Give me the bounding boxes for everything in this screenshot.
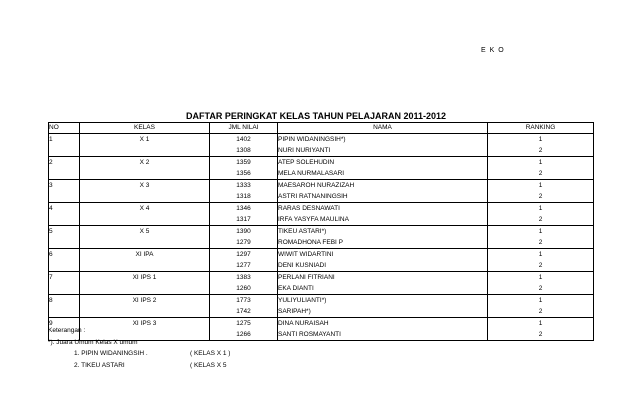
cell-ranking: 1 — [488, 203, 594, 215]
note-item-kelas: ( KELAS X 1 ) — [190, 350, 231, 357]
cell-kelas: XI IPS 1 — [80, 272, 210, 284]
cell-ranking: 1 — [488, 134, 594, 146]
cell-ranking: 1 — [488, 295, 594, 307]
cell-no: 3 — [49, 180, 80, 192]
cell-ranking: 1 — [488, 249, 594, 261]
cell-nama: WIWIT WIDARTINI — [278, 249, 488, 261]
cell-ranking: 2 — [488, 237, 594, 249]
cell-no: 6 — [49, 249, 80, 261]
cell-ranking: 1 — [488, 180, 594, 192]
cell-ranking: 1 — [488, 226, 594, 238]
note-item — [48, 360, 227, 372]
ranking-table — [48, 122, 594, 341]
cell-no: 9 — [49, 318, 80, 330]
cell-nilai: 1346 — [210, 203, 278, 215]
cell-kelas — [80, 214, 210, 226]
cell-nama: RARAS DESNAWATI — [278, 203, 488, 215]
cell-nilai: 1390 — [210, 226, 278, 238]
cell-ranking: 2 — [488, 145, 594, 157]
cell-no — [49, 168, 80, 180]
table-row — [49, 249, 594, 261]
cell-no: 7 — [49, 272, 80, 284]
cell-kelas — [80, 237, 210, 249]
table-row — [49, 226, 594, 238]
cell-nilai: 1308 — [210, 145, 278, 157]
cell-ranking: 2 — [488, 214, 594, 226]
cell-nilai: 1317 — [210, 214, 278, 226]
table-row — [49, 260, 594, 272]
column-header-no: NO — [49, 123, 80, 134]
cell-kelas: X 4 — [80, 203, 210, 215]
cell-ranking: 1 — [488, 272, 594, 284]
table-row — [49, 180, 594, 192]
table-row — [49, 134, 594, 146]
table-body — [49, 134, 594, 341]
cell-no: 4 — [49, 203, 80, 215]
cell-nama: YULIYULIANTI*) — [278, 295, 488, 307]
column-header-nama: NAMA — [278, 123, 488, 134]
cell-kelas — [80, 191, 210, 203]
cell-kelas: X 5 — [80, 226, 210, 238]
cell-kelas — [80, 168, 210, 180]
cell-nama: TIKEU ASTARI*) — [278, 226, 488, 238]
note-item-kelas: ( KELAS X 5 — [190, 361, 227, 369]
cell-nama: NURI NURIYANTI — [278, 145, 488, 157]
cell-nama: MELA NURMALASARI — [278, 168, 488, 180]
cell-ranking: 2 — [488, 191, 594, 203]
cell-no — [49, 145, 80, 157]
cell-nilai: 1266 — [210, 329, 278, 341]
cell-nama: SARIPAH*) — [278, 306, 488, 318]
table-row — [49, 157, 594, 169]
table-row — [49, 145, 594, 157]
cell-no: 5 — [49, 226, 80, 238]
cell-kelas — [80, 283, 210, 295]
cell-nama: PERLANI FITRIANI — [278, 272, 488, 284]
cell-nilai: 1773 — [210, 295, 278, 307]
cell-nilai: 1260 — [210, 283, 278, 295]
table-row — [49, 272, 594, 284]
cell-no — [49, 237, 80, 249]
cell-kelas: X 1 — [80, 134, 210, 146]
cell-ranking: 1 — [488, 157, 594, 169]
table-row — [49, 295, 594, 307]
note-item-name: 2. TIKEU ASTARI — [74, 361, 125, 369]
cell-no — [49, 260, 80, 272]
cell-nilai: 1402 — [210, 134, 278, 146]
cell-kelas — [80, 306, 210, 318]
cell-nilai: 1279 — [210, 237, 278, 249]
table-row — [49, 191, 594, 203]
note-item — [48, 348, 231, 360]
cell-ranking: 2 — [488, 168, 594, 180]
cell-no: 8 — [49, 295, 80, 307]
cell-nama: ATEP SOLEHUDIN — [278, 157, 488, 169]
cell-nilai: 1297 — [210, 249, 278, 261]
cell-ranking: 1 — [488, 318, 594, 330]
cell-kelas: XI IPS 3 — [80, 318, 210, 330]
cell-kelas: XI IPS 2 — [80, 295, 210, 307]
cell-nama: SANTI ROSMAYANTI — [278, 329, 488, 341]
author-label: E K O — [481, 47, 505, 54]
cell-no — [49, 191, 80, 203]
table-header-row — [49, 123, 594, 134]
cell-kelas: X 2 — [80, 157, 210, 169]
cell-ranking: 2 — [488, 306, 594, 318]
cell-kelas — [80, 145, 210, 157]
note-item-name: 1. PIPIN WIDANINGSIH . — [74, 350, 148, 357]
cell-nama: MAESAROH NURAZIZAH — [278, 180, 488, 192]
cell-nilai: 1318 — [210, 191, 278, 203]
cell-nilai: 1275 — [210, 318, 278, 330]
cell-no — [49, 306, 80, 318]
cell-kelas — [80, 260, 210, 272]
cell-nama: DENI KUSNIADI — [278, 260, 488, 272]
cell-nama: ASTRI RATNANINGSIH — [278, 191, 488, 203]
cell-nilai: 1356 — [210, 168, 278, 180]
notes-heading: Keterangan : — [48, 327, 86, 334]
page-title: DAFTAR PERINGKAT KELAS TAHUN PELAJARAN 2011-2012 — [186, 111, 447, 121]
column-header-ranking: RANKING — [488, 123, 594, 134]
cell-nilai: 1383 — [210, 272, 278, 284]
cell-nilai: 1333 — [210, 180, 278, 192]
table-row — [49, 283, 594, 295]
cell-kelas: XI IPA — [80, 249, 210, 261]
notes-subheading: *). Juara Umum Kelas X umum — [48, 338, 138, 346]
cell-no — [49, 214, 80, 226]
cell-nilai: 1742 — [210, 306, 278, 318]
cell-no: 2 — [49, 157, 80, 169]
table-row — [49, 237, 594, 249]
notes-section — [48, 325, 231, 371]
column-header-nilai: JML NILAI — [210, 123, 278, 134]
cell-nama: PIPIN WIDANINGSIH*) — [278, 134, 488, 146]
table-row — [49, 214, 594, 226]
cell-ranking: 2 — [488, 283, 594, 295]
table-row — [49, 168, 594, 180]
column-header-kelas: KELAS — [80, 123, 210, 134]
cell-ranking: 2 — [488, 260, 594, 272]
cell-nilai: 1359 — [210, 157, 278, 169]
cell-nama: ROMADHONA FEBI P — [278, 237, 488, 249]
cell-nama: DINA NURAISAH — [278, 318, 488, 330]
cell-kelas: X 3 — [80, 180, 210, 192]
cell-no — [49, 283, 80, 295]
table-row — [49, 203, 594, 215]
cell-ranking: 2 — [488, 329, 594, 341]
cell-no: 1 — [49, 134, 80, 146]
cell-nilai: 1277 — [210, 260, 278, 272]
table-row — [49, 306, 594, 318]
cell-nama: IRFA YASYFA MAULINA — [278, 214, 488, 226]
cell-nama: EKA DIANTI — [278, 283, 488, 295]
